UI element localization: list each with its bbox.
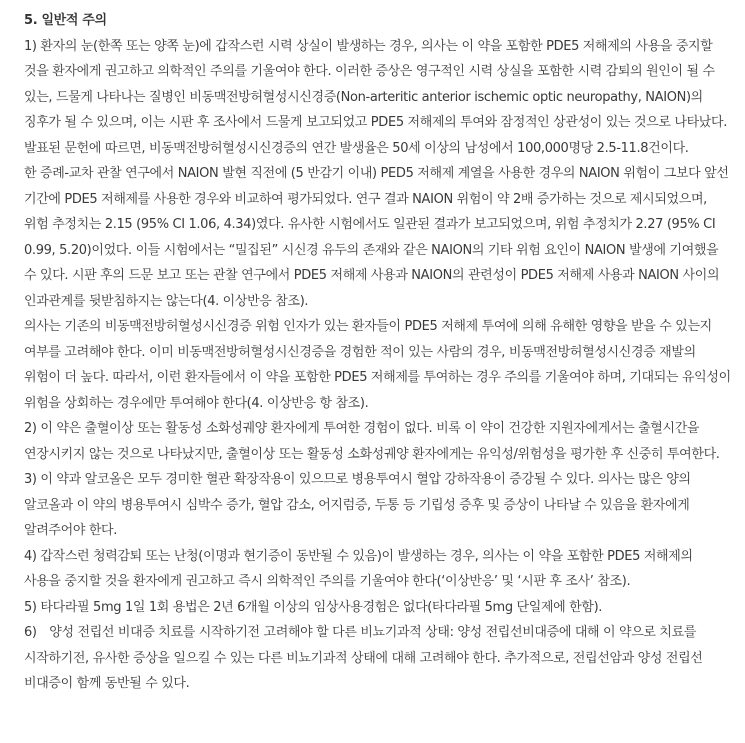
- paragraph-naion-case-crossover-study: 한 증례-교차 관찰 연구에서 NAION 발현 직전에 (5 반감기 이내) PED5 저해제 계열을 사용한 경우의 NAION 위험이 그보다 앞선 기간에 PDE5 저해제를 사용한 경우와 비교하여 평가되었다. 연구 결과 NAION 위험이 약 2배 증가하는 것으로 제시되었으며, 위험 추정치는 2.15 (95% CI 1.06, 4.34)였다. 유사한 시험에서도 일관된 결과가 보고되었으며, 위험 추정치가 2.27 (95% CI 0.99, 5.20)이었다. 이들 시험에서는 “밀집된” 시신경 유두의 존재와 같은 NAION의 기타 위험 요인이 NAION 발생에 기여했을 수 있다. 시판 후의 드문 보고 또는 관찰 연구에서 PDE5 저해제 사용과 NAION의 관련성이 PDE5 저해제 사용과 NAION 사이의 인과관계를 뒷받침하지는 않는다(4. 이상반응 참조).: [24, 166, 729, 309]
- section-title: 5. 일반적 주의: [24, 13, 107, 28]
- paragraph-1-sudden-vision-loss: 1) 환자의 눈(한쪽 또는 양쪽 눈)에 갑작스런 시력 상실이 발생하는 경우, 의사는 이 약을 포함한 PDE5 저해제의 사용을 중지할 것을 환자에게 권고하고 의학적인 주의를 기울여야 한다. 이러한 증상은 영구적인 시력 상실을 포함한 시력 감퇴의 원인이 될 수 있는, 드물게 나타나는 질병인 비동맥전방허혈성시신경증(Non-arteritic anterior ischemic optic neuropathy, NAION)의 징후가 될 수 있으며, 이는 시판 후 조사에서 드물게 보고되었고 PDE5 저해제의 투여와 잠정적인 상관성이 있는 것으로 나타났다. 발표된 문헌에 따르면, 비동맥전방허혈성시신경증의 연간 발생율은 50세 이상의 남성에서 100,000명당 2.5-11.8건이다.: [24, 38, 727, 156]
- paragraph-6-bph-urologic-conditions: 6) 양성 전립선 비대증 치료를 시작하기전 고려해야 할 다른 비뇨기과적 상태: 양성 전립선비대증에 대해 이 약으로 치료를 시작하기전, 유사한 증상을 일으킬 수 있는 다른 비뇨기과적 상태에 대해 고려해야 한다. 추가적으로, 전립선암과 양성 전립선 비대증이 함께 동반될 수 있다.: [24, 625, 703, 691]
- paragraph-5-tadalafil-5mg: 5) 타다라필 5mg 1일 1회 용법은 2년 6개월 이상의 임상사용경험은 없다(타다라필 5mg 단일제에 한함).: [24, 599, 603, 615]
- paragraph-naion-risk-factors: 의사는 기존의 비동맥전방허혈성시신경증 위험 인자가 있는 환자들이 PDE5 저해제 투여에 의해 유해한 영향을 받을 수 있는지 여부를 고려해야 한다. 이미 비동맥전방허혈성시신경증을 경험한 적이 있는 사람의 경우, 비동맥전방허혈성시신경증 재발의 위험이 더 높다. 따라서, 이런 환자들에서 이 약을 포함한 PDE5 저해제를 투여하는 경우 주의를 기울여야 하며, 기대되는 유익성이 위험을 상회하는 경우에만 투여해야 한다(4. 이상반응 항 참조).: [24, 319, 731, 411]
- paragraph-3-alcohol: 3) 이 약과 알코올은 모두 경미한 혈관 확장작용이 있으므로 병용투여시 혈압 강하작용이 증강될 수 있다. 의사는 많은 양의 알코올과 이 약의 병용투여시 심박수 증가, 혈압 감소, 어지럼증, 두통 등 기립성 증후 및 증상이 나타날 수 있음을 환자에게 알려주어야 한다.: [24, 472, 691, 538]
- paragraph-4-hearing-loss: 4) 갑작스런 청력감퇴 또는 난청(이명과 현기증이 동반될 수 있음)이 발생하는 경우, 의사는 이 약을 포함한 PDE5 저해제의 사용을 중지할 것을 환자에게 권고하고 즉시 의학적인 주의를 기울여야 한다(‘이상반응’ 및 ‘시판 후 조사’ 참조).: [24, 548, 693, 589]
- paragraph-2-bleeding-disorders: 2) 이 약은 출혈이상 또는 활동성 소화성궤양 환자에게 투여한 경험이 없다. 비록 이 약이 건강한 지원자에게서는 출혈시간을 연장시키지 않는 것으로 나타났지만, 출혈이상 또는 활동성 소화성궤양 환자에게는 유익성/위험성을 평가한 후 신중히 투여한다.: [24, 421, 720, 462]
